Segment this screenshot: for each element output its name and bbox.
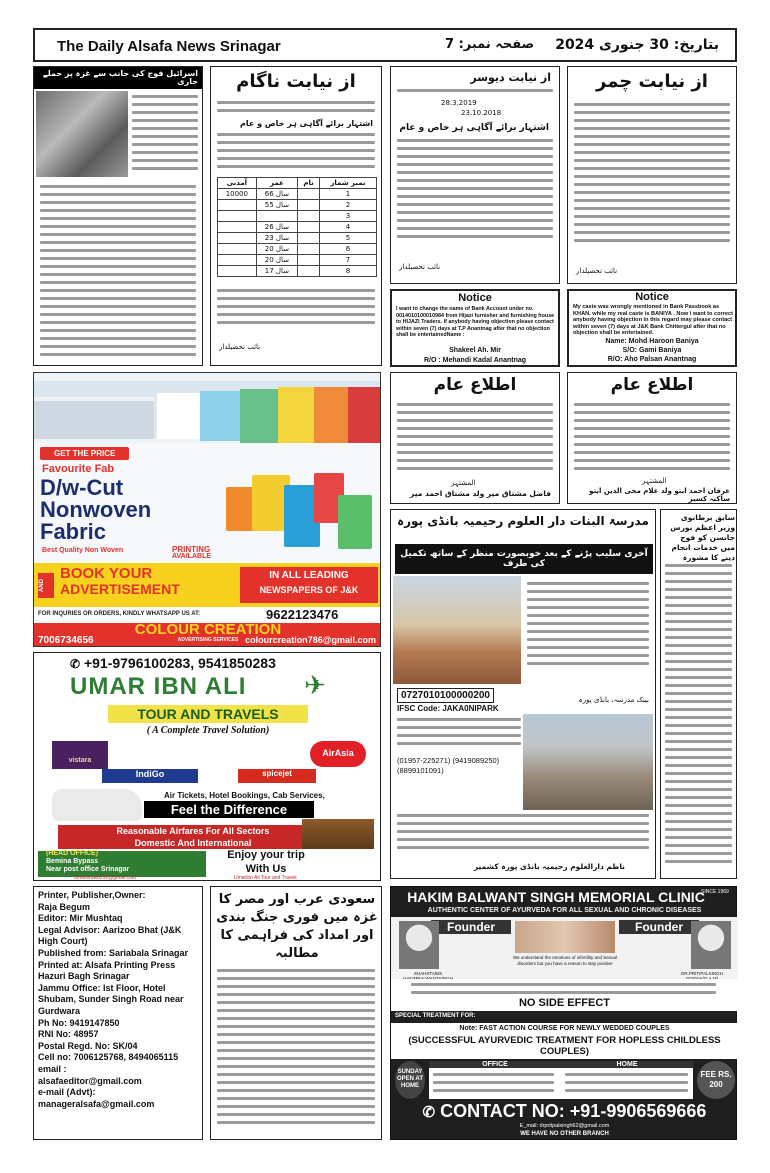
imprint-line: RNI No: 48957	[38, 1029, 99, 1040]
with-us: With Us	[245, 863, 287, 875]
travel-phones	[70, 655, 276, 671]
nagam-table-cell: 5	[319, 233, 376, 244]
travel-tour: TOUR AND TRAVELS	[108, 705, 308, 723]
nagam-table	[217, 177, 377, 277]
madrasa-subtitle: آخری سلیب پڑنے کے بعد خوبصورت منظر کے ساتھ تکمیل کی طرف	[395, 544, 653, 574]
notice-account	[390, 289, 560, 367]
nagam-table-cell: 17 سال	[256, 266, 297, 277]
nagam-table-cell: آمدنی	[218, 178, 257, 189]
israel-headline: اسرائیل فوج کی جانب سے غزہ پر حملے جاری	[34, 67, 202, 89]
nagam-table-cell	[218, 222, 257, 233]
brand-name: COLOUR CREATION	[134, 621, 282, 638]
ittila-right-sign-label: المشتہر	[642, 477, 667, 485]
side-headline: سابق برطانوی وزیر اعظم بورس جانسن کو فوج میں خدمات انجام دینے کا مشورہ	[670, 513, 735, 562]
notice-account-address: R/O : Mehandi Kadal Anantnag	[423, 357, 527, 364]
nagam-table-cell: 23 سال	[256, 233, 297, 244]
madrasa-ifsc: IFSC Code: JAKA0NIPARK	[397, 704, 499, 713]
sunday-open-badge: SUNDAY OPEN AT HOME	[395, 1061, 425, 1099]
ittila-left-sign-label: المشتہر	[451, 479, 476, 487]
houseboat-illustration	[302, 819, 374, 849]
domestic-international: Domestic And International	[58, 837, 328, 849]
airline-spicejet: spicejet	[238, 769, 316, 783]
nagam-heading: از نیابت ناگام	[236, 71, 356, 92]
newspapers-jk: NEWSPAPERS OF J&K	[259, 585, 359, 595]
brand-phone: 7006734656	[38, 635, 94, 646]
ittila-right-sign: عرفان احمد ایتو ولد غلام محی الدین ایتو ساکنہ کسیر	[589, 487, 730, 503]
imprint-line: e-mail (Advt):	[38, 1087, 96, 1098]
nagam-table-cell	[218, 266, 257, 277]
nagam-table-row	[218, 233, 377, 244]
imprint-line: Printed at: Alsafa Printing Press Hazuri Bagh Srinagar	[38, 959, 176, 982]
deosar-notice	[390, 66, 560, 284]
founder-label-left: Founder	[431, 920, 511, 934]
price-tag: GET THE PRICE	[40, 447, 129, 460]
clinic-banner: We understand the emotions of infertility and Sexual disorders but you have a reason to stay positive	[513, 955, 617, 966]
founder-right-name: DR.PRITIPALSINGH	[681, 971, 723, 976]
masthead	[33, 28, 737, 62]
fabric-printing: PRINTING	[172, 545, 211, 554]
nagam-table-cell	[298, 255, 320, 266]
contact-phone-icon: ✆	[422, 1104, 436, 1121]
inquiry-phone: 9622123476	[266, 607, 339, 622]
saudi-article	[210, 886, 382, 1140]
nagam-table-row	[218, 200, 377, 211]
deosar-sign: نائب تحصیلدار	[399, 263, 441, 271]
clinic-office: OFFICE	[429, 1061, 561, 1068]
madrasa-bank-note: بینک مدرسہ، بانڈی پورہ	[578, 696, 649, 704]
advertisement: ADVERTISEMENT	[60, 581, 180, 597]
fabric-line4: Fabric	[40, 519, 107, 544]
travel-name: UMAR IBN ALI	[70, 673, 247, 700]
deosar-sub: اشتہار برائے آگاہی ہر خاص و عام	[399, 123, 549, 133]
notice-caste-father: S/O: Gami Baniya	[622, 347, 682, 354]
head-office-line1: Bemina Bypass	[46, 858, 99, 865]
newspaper-title: The Daily Alsafa News Srinagar	[57, 38, 281, 55]
imprint-line: Legal Advisor: Aarizoo Bhat (J&K High Court)	[38, 924, 182, 947]
imprint-line: Cell no: 7006125768, 8494065115	[38, 1052, 179, 1063]
founder-label-right: Founder	[619, 920, 699, 934]
clinic-since: SINCE 1969	[701, 889, 729, 895]
fabric-line2: D/w-Cut	[40, 475, 124, 500]
feel-difference: Feel the Difference	[144, 801, 314, 818]
ittila-aam-left	[390, 372, 560, 504]
imprint-line: Postal Regd. No: SK/04	[38, 1040, 138, 1051]
car-illustration	[52, 789, 142, 821]
nagam-table-cell	[298, 189, 320, 200]
airplane-icon: ✈	[304, 671, 326, 701]
clinic-ad	[390, 886, 737, 1140]
nagam-table-cell: 7	[319, 255, 376, 266]
saudi-headline: سعودی عرب اور مصر کا غزہ میں فوری جنگ بندی اور امداد کی فراہمی کا مطالبہ	[216, 892, 378, 961]
nagam-table-cell: 1	[319, 189, 376, 200]
imprint-box	[33, 886, 203, 1140]
madrasa-sign: ناظم دارالعلوم رحیمیہ بانڈی پورہ کشمیر	[473, 862, 625, 871]
nagam-table-cell: 55 سال	[256, 200, 297, 211]
enjoy-trip: Enjoy your trip	[227, 849, 305, 861]
imprint-line: Jammu Office: Ist Floor, Hotel Shubam, Sunder Singh Road near Gurdwara	[38, 982, 184, 1016]
nagam-table-row	[218, 255, 377, 266]
clinic-contact	[391, 1101, 738, 1122]
nagam-table-row	[218, 244, 377, 255]
nagam-table-cell: 20 سال	[256, 244, 297, 255]
nagam-table-cell	[218, 211, 257, 222]
head-office-line2: Near post office Srinagar	[46, 866, 130, 873]
imprint-line: manageralsafa@gmail.com	[38, 1098, 155, 1109]
nagam-table-cell	[298, 222, 320, 233]
fabric-ad	[33, 372, 381, 647]
travel-footer-name: Umaribn Ali Tour and Travek	[234, 875, 297, 881]
nagam-table-cell	[218, 200, 257, 211]
notice-account-title: Notice	[458, 292, 492, 304]
clinic-fee: FEE RS. 200	[697, 1061, 735, 1099]
nagam-table-cell: 20 سال	[256, 255, 297, 266]
special-treatment: SPECIAL TREATMENT FOR:	[395, 1013, 476, 1019]
ittila-aam-right	[567, 372, 737, 504]
airline-vistara: vistara	[52, 741, 108, 769]
travel-ad	[33, 652, 381, 881]
gaza-photo	[36, 91, 128, 177]
nagam-table-cell: 8	[319, 266, 376, 277]
clinic-branch: WE HAVE NO OTHER BRANCH	[520, 1131, 609, 1137]
couple-photo	[515, 921, 615, 953]
madrasa-appeal	[390, 509, 656, 879]
ittila-left-heading: اطلاع عام	[433, 375, 517, 395]
fabric-line1: Favourite Fab	[42, 463, 115, 475]
side-column-article	[660, 509, 737, 879]
fabric-line3: Nonwoven	[40, 497, 152, 522]
book-your: BOOK YOUR	[60, 565, 153, 582]
notice-caste-body: My caste was wrongly mentioned in Bank Passbook as KHAN. while my real caste is BANIYA . Now i want to correct anybody having objection in this regard may please contact within seven (7) days at J&K Bank Chittergul after that no objection shall be entertained.	[573, 304, 733, 337]
nagam-sign: نائب تحصیلدار	[219, 343, 261, 351]
nagam-table-row	[218, 266, 377, 277]
airline-airasia: AirAsia	[310, 741, 366, 767]
founder-left-name: SHAHSTABIS	[413, 971, 443, 976]
deosar-date-2: 23.10.2018	[461, 109, 502, 117]
fabric-tagline: Best Quality Non Woven	[42, 547, 124, 554]
founder-right-photo	[691, 921, 731, 969]
israel-text	[40, 185, 196, 361]
notice-caste	[567, 289, 737, 367]
nagam-table-cell	[218, 244, 257, 255]
nagam-sub: اشتہار برائے آگاہی ہر خاص و عام	[240, 119, 373, 128]
nagam-table-cell	[218, 233, 257, 244]
imprint-line: Raja Begum	[38, 901, 91, 912]
fabric-bags-illustration	[226, 465, 376, 557]
clinic-home: HOME	[561, 1061, 693, 1068]
clinic-contact-text: CONTACT NO: +91-9906569666	[440, 1101, 707, 1121]
travel-footer-email: umaribnali0291@gmail.com	[74, 875, 137, 881]
imprint-line: Editor: Mir Mushtaq	[38, 913, 123, 924]
reasonable-fares: Reasonable Airfares For All Sectors	[58, 825, 328, 837]
imprint-line: Ph No: 9419147850	[38, 1017, 120, 1028]
nagam-table-cell: 10000	[218, 189, 257, 200]
brand-email: colourcreation786@gmail.com	[245, 635, 376, 645]
page-number: صفحہ نمبر: 7	[445, 37, 535, 52]
imprint-line: Published from: Sariabala Srinagar	[38, 947, 189, 958]
nagam-table-cell	[298, 266, 320, 277]
ittila-right-heading: اطلاع عام	[610, 375, 694, 395]
and-label: AND	[38, 573, 54, 598]
clinic-email: E_mail: drpritpalsingh62@gmail.com	[519, 1123, 610, 1129]
clinic-success: (SUCCESSFUL AYURVEDIC TREATMENT FOR HOPLESS CHILDLESS COUPLES)	[408, 1035, 721, 1057]
notice-account-name: Shakeel Ah. Mir	[449, 347, 501, 354]
deosar-date-1: 28.3.2019	[441, 99, 477, 107]
clinic-course: Note: FAST ACTION COURSE FOR NEWLY WEDDED COUPLES	[459, 1025, 670, 1032]
israel-text-right	[132, 95, 198, 175]
nagam-table-cell: نام	[298, 178, 320, 189]
madrasa-title: مدرسۃ البنات دار العلوم رحیمیہ بانڈی پورہ	[397, 514, 649, 528]
in-all-leading: IN ALL LEADING	[269, 570, 349, 581]
imprint-line: Printer, Publisher,Owner:	[38, 890, 146, 900]
madrasa-building-photo	[393, 576, 521, 684]
nagam-table-cell: 3	[319, 211, 376, 222]
nagam-table-cell: 6	[319, 244, 376, 255]
nagam-table-row	[218, 189, 377, 200]
head-office-title: (HEAD OFFICE)	[46, 850, 99, 857]
nagam-table-cell	[298, 233, 320, 244]
madrasa-building-photo-2	[523, 714, 653, 810]
notice-caste-address: R/O: Aho Palsan Anantnag	[607, 356, 697, 363]
nagam-table-cell	[256, 211, 297, 222]
chamar-heading: از نیابت چمر	[596, 71, 708, 92]
imprint-line: email :	[38, 1063, 67, 1074]
nagam-table-cell	[218, 255, 257, 266]
inquiry-text: FOR INQURIES OR ORDERS, KINDLY WHATSAPP US AT:	[38, 611, 201, 617]
imprint-line: alsafaeditor@gmail.com	[38, 1075, 142, 1086]
phone-icon: ✆	[70, 657, 81, 671]
notice-caste-name: Name: Mohd Haroon Baniya	[605, 338, 699, 345]
travel-phones-text: +91-9796100283, 9541850283	[83, 655, 276, 671]
nagam-table-cell: عمر	[256, 178, 297, 189]
travel-services: Air Tickets, Hotel Bookings, Cab Services,	[164, 791, 325, 800]
nagam-table-cell	[298, 211, 320, 222]
founder-left-photo	[399, 921, 439, 969]
israel-article	[33, 66, 203, 366]
no-side-effect: NO SIDE EFFECT	[518, 997, 611, 1009]
brand-sub: ADVERTISING SERVICES	[177, 637, 239, 643]
airline-indigo: IndiGo	[102, 769, 198, 783]
nagam-notice	[210, 66, 382, 366]
nagam-table-cell: 4	[319, 222, 376, 233]
notice-account-body: I want to change the name of Bank Account under no. 0014010100010984 from Hijazi furnisher and furnishing house to HIJAZI Traders. If anybody having objection please contact within seven (7) days at T.P Anantnag after that no objection shall be entertainedName :	[396, 306, 555, 339]
nagam-table-row	[218, 222, 377, 233]
imprint-lines	[38, 890, 200, 1110]
clinic-title: HAKIM BALWANT SINGH MEMORIAL CLINIC	[407, 889, 705, 905]
madrasa-phones: (01957-225271) (9419089250) (8899101091)	[397, 756, 500, 775]
nagam-table-cell: 26 سال	[256, 222, 297, 233]
fabric-available: AVAILABLE	[172, 553, 212, 560]
nagam-table-cell: نمبر شمار	[319, 178, 376, 189]
ittila-left-sign: فاضل مشتاق میر ولد مشتاق احمد میر	[410, 489, 551, 498]
nagam-table-cell	[298, 244, 320, 255]
chamar-sign: نائب تحصیلدار	[576, 267, 618, 275]
nagam-table-row	[218, 211, 377, 222]
madrasa-account: 0727010100000200	[397, 688, 494, 703]
chamar-notice	[567, 66, 737, 284]
nagam-table-cell	[298, 200, 320, 211]
issue-date: بتاریخ: 30 جنوری 2024	[555, 37, 719, 53]
clinic-subtitle: AUTHENTIC CENTER OF AYURVEDA FOR ALL SEXUAL AND CHRONIC DISEASES	[427, 907, 702, 914]
nagam-table-cell: 2	[319, 200, 376, 211]
deosar-heading: از نیابت دیوسر	[470, 71, 551, 84]
nagam-table-header	[218, 178, 377, 189]
fabric-rolls	[34, 373, 381, 443]
travel-tagline: ( A Complete Travel Solution)	[146, 725, 270, 736]
nagam-table-cell: 66 سال	[256, 189, 297, 200]
notice-caste-title: Notice	[635, 291, 669, 303]
